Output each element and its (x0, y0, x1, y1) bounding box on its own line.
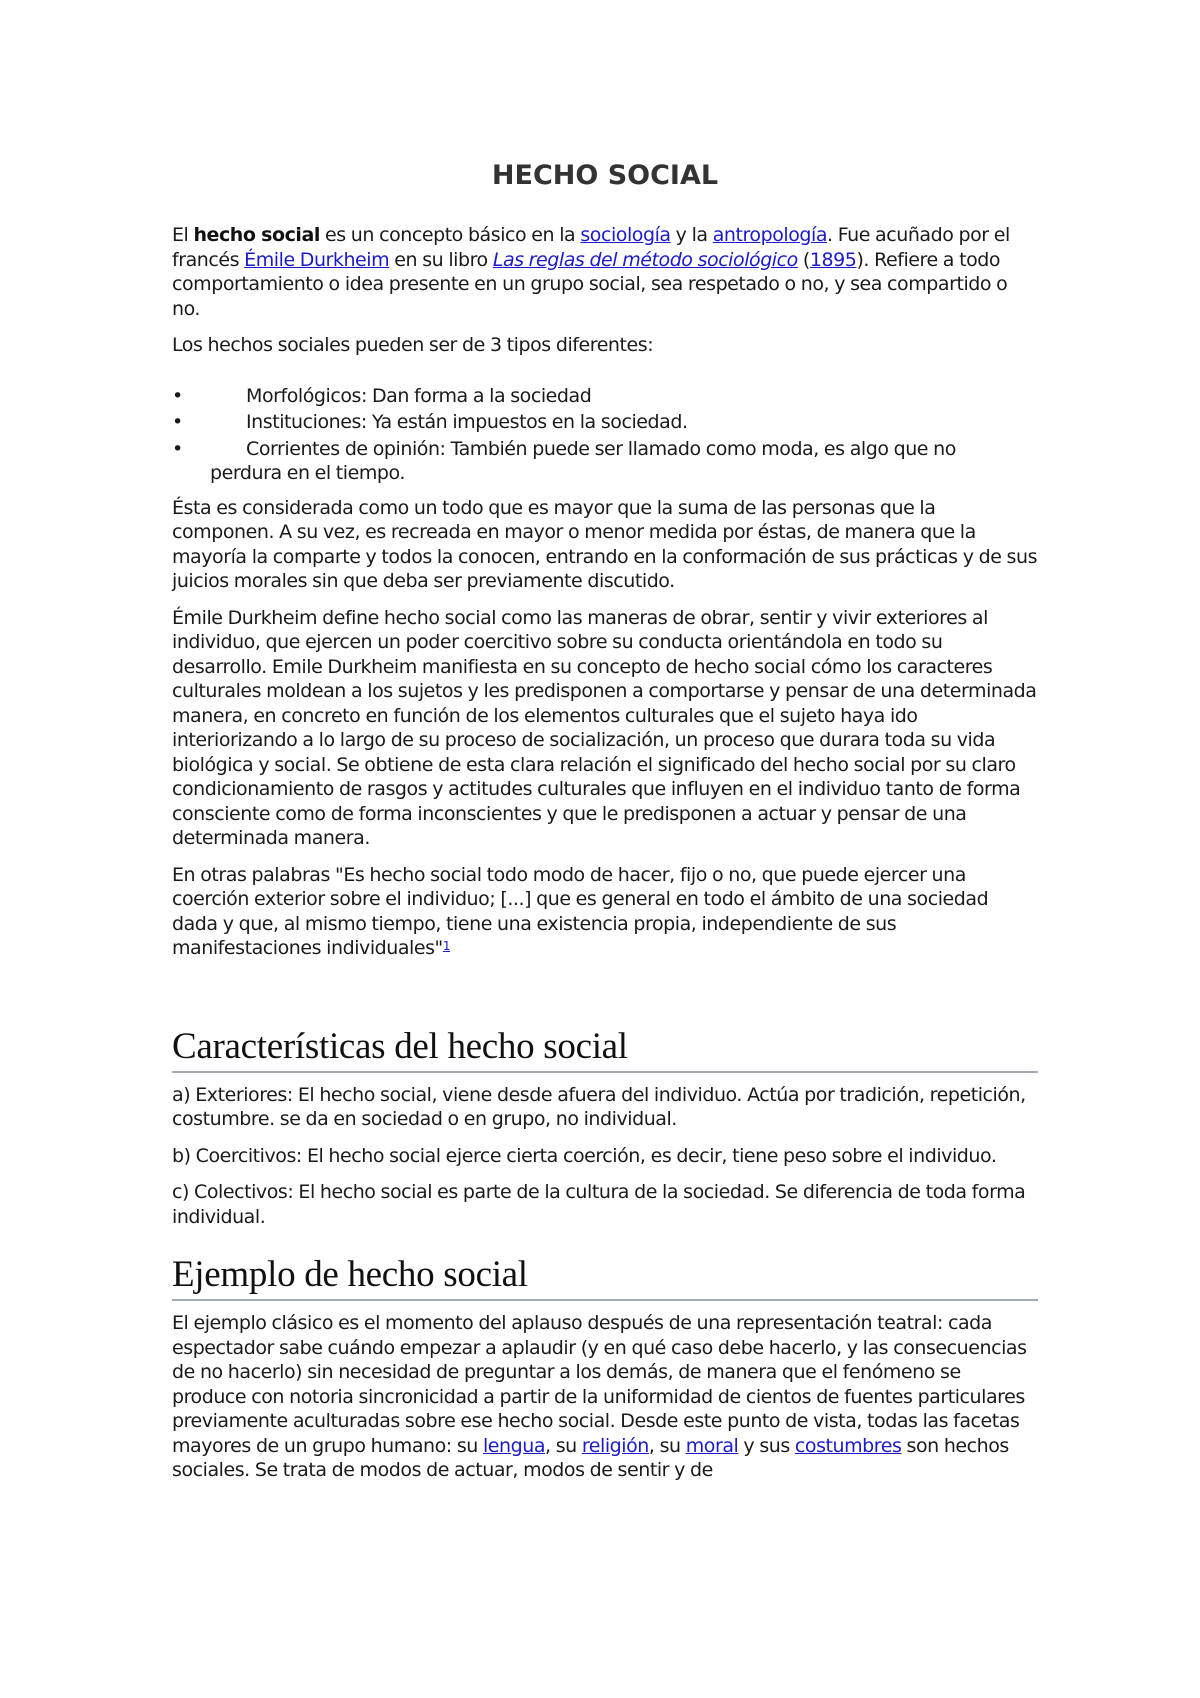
reference-link[interactable]: 1 (442, 939, 451, 953)
document-page (172, 150, 1038, 1495)
list-item (172, 410, 1038, 435)
link-sociologia[interactable]: sociología (580, 224, 671, 246)
ejemplo-text: son hechos sociales. Se trata de modos de actuar, modos de sentir y de (172, 1434, 1009, 1481)
types-intro: Los hechos sociales pueden ser de 3 tipos diferentes: (172, 334, 654, 356)
spacer (172, 1241, 1038, 1253)
paragraph-esta: Ésta es considerada como un todo que es mayor que la suma de las personas que la componen. A su vez, es recreada en mayor o menor medida por éstas, de manera que la mayoría la comparte y todos la conocen, entrando en la conformación de sus prácticas y de sus juicios morales sin que deba ser previamente discutido. (172, 496, 1038, 592)
bullet-icon: • (172, 437, 183, 460)
bullet-icon: • (172, 411, 183, 433)
caracteristica-c: c) Colectivos: El hecho social es parte de la cultura de la sociedad. Se diferencia de toda forma individual. (172, 1181, 1026, 1228)
link-antropologia[interactable]: antropología (712, 224, 828, 246)
link-libro[interactable]: Las reglas del método sociológico (492, 248, 798, 271)
paragraph-quote (172, 863, 1038, 961)
types-list (172, 384, 1038, 486)
caracteristica-b: b) Coercitivos: El hecho social ejerce cierta coerción, es decir, tiene peso sobre el individuo. (172, 1144, 997, 1167)
ejemplo-text: El ejemplo clásico es el momento del aplauso después de una representación teatral: cada espectador sabe cuándo empezar a aplaudir (y en qué caso debe hacerlo, y las consecuencias de no hacerlo) sin necesidad de preguntar a los demás, de manera que el fenómeno se produce con notoria sincronicidad a partir de la uniformidad de cientos de fuentes particulares previamente aculturadas sobre ese hecho social. Desde este punto de vista, todas las facetas mayores de un grupo humano: su (172, 1312, 1027, 1457)
ejemplo-text: , su (648, 1434, 686, 1457)
list-item-text-continued: perdura en el tiempo. (210, 462, 405, 484)
intro-bold-term: hecho social (193, 224, 320, 246)
intro-text: y la (670, 224, 713, 246)
intro-text: . Fue acuñado por el francés (172, 224, 1010, 271)
heading-ejemplo: Ejemplo de hecho social (172, 1253, 1038, 1301)
document-title: HECHO SOCIAL (491, 160, 719, 191)
bullet-icon: • (172, 384, 183, 407)
paragraph-durkheim: Émile Durkheim define hecho social como las maneras de obrar, sentir y vivir exteriores al individuo, que ejercen un poder coercitivo sobre su conducta orientándola en todo su desarrollo. Emile Durkheim manifiesta en su concepto de hecho social cómo los caracteres culturales moldean a los sujetos y les predisponen a comportarse y pensar de una determinada manera, en concreto en función de los elementos culturales que el sujeto haya ido interiorizando a lo largo de su proceso de socialización, un proceso que durara toda su vida biológica y social. Se obtiene de esta clara relación el significado del hecho social por su claro condicionamiento de rasgos y actitudes culturales que influyen en el individuo tanto de forma consciente como de forma inconscientes y que le predisponen a actuar y pensar de una determinada manera. (172, 606, 1037, 849)
ejemplo-text: , su (545, 1434, 582, 1457)
link-costumbres[interactable]: costumbres (794, 1434, 902, 1457)
caracteristica-a: a) Exteriores: El hecho social, viene desde afuera del individuo. Actúa por tradición, repetición, costumbre. se da en sociedad o en grupo, no individual. (172, 1083, 1026, 1130)
ejemplo-text: y sus (738, 1434, 795, 1457)
link-lengua[interactable]: lengua (482, 1434, 546, 1457)
link-year[interactable]: 1895 (809, 248, 857, 271)
link-religion[interactable]: religión (581, 1434, 649, 1457)
list-item-text: Corrientes de opinión: También puede ser llamado como moda, es algo que no (246, 437, 956, 460)
heading-caracteristicas: Características del hecho social (172, 1025, 1038, 1073)
list-item (172, 437, 1038, 486)
link-durkheim[interactable]: Émile Durkheim (244, 248, 390, 271)
list-item-text: Morfológicos: Dan forma a la sociedad (246, 384, 592, 407)
list-item (172, 384, 1038, 409)
intro-text: ( (797, 248, 810, 271)
quote-text: En otras palabras "Es hecho social todo modo de hacer, fijo o no, que puede ejercer una coerción exterior sobre el individuo; [...] que es general en todo el ámbito de una sociedad dada y que, al mismo tiempo, tiene una existencia propia, independiente de sus manifestaciones individuales" (172, 863, 989, 959)
intro-paragraph (172, 223, 1038, 321)
link-moral[interactable]: moral (685, 1434, 739, 1457)
spacer (172, 973, 1038, 1025)
intro-text: El (172, 224, 194, 246)
intro-text: es un concepto básico en la (319, 224, 581, 246)
list-item-text: Instituciones: Ya están impuestos en la sociedad. (246, 411, 688, 433)
intro-text: en su libro (389, 248, 493, 271)
paragraph-ejemplo (172, 1311, 1038, 1483)
intro-text: ). Refiere a todo comportamiento o idea presente en un grupo social, sea respetado o no, y sea compartido o no. (172, 248, 1008, 320)
